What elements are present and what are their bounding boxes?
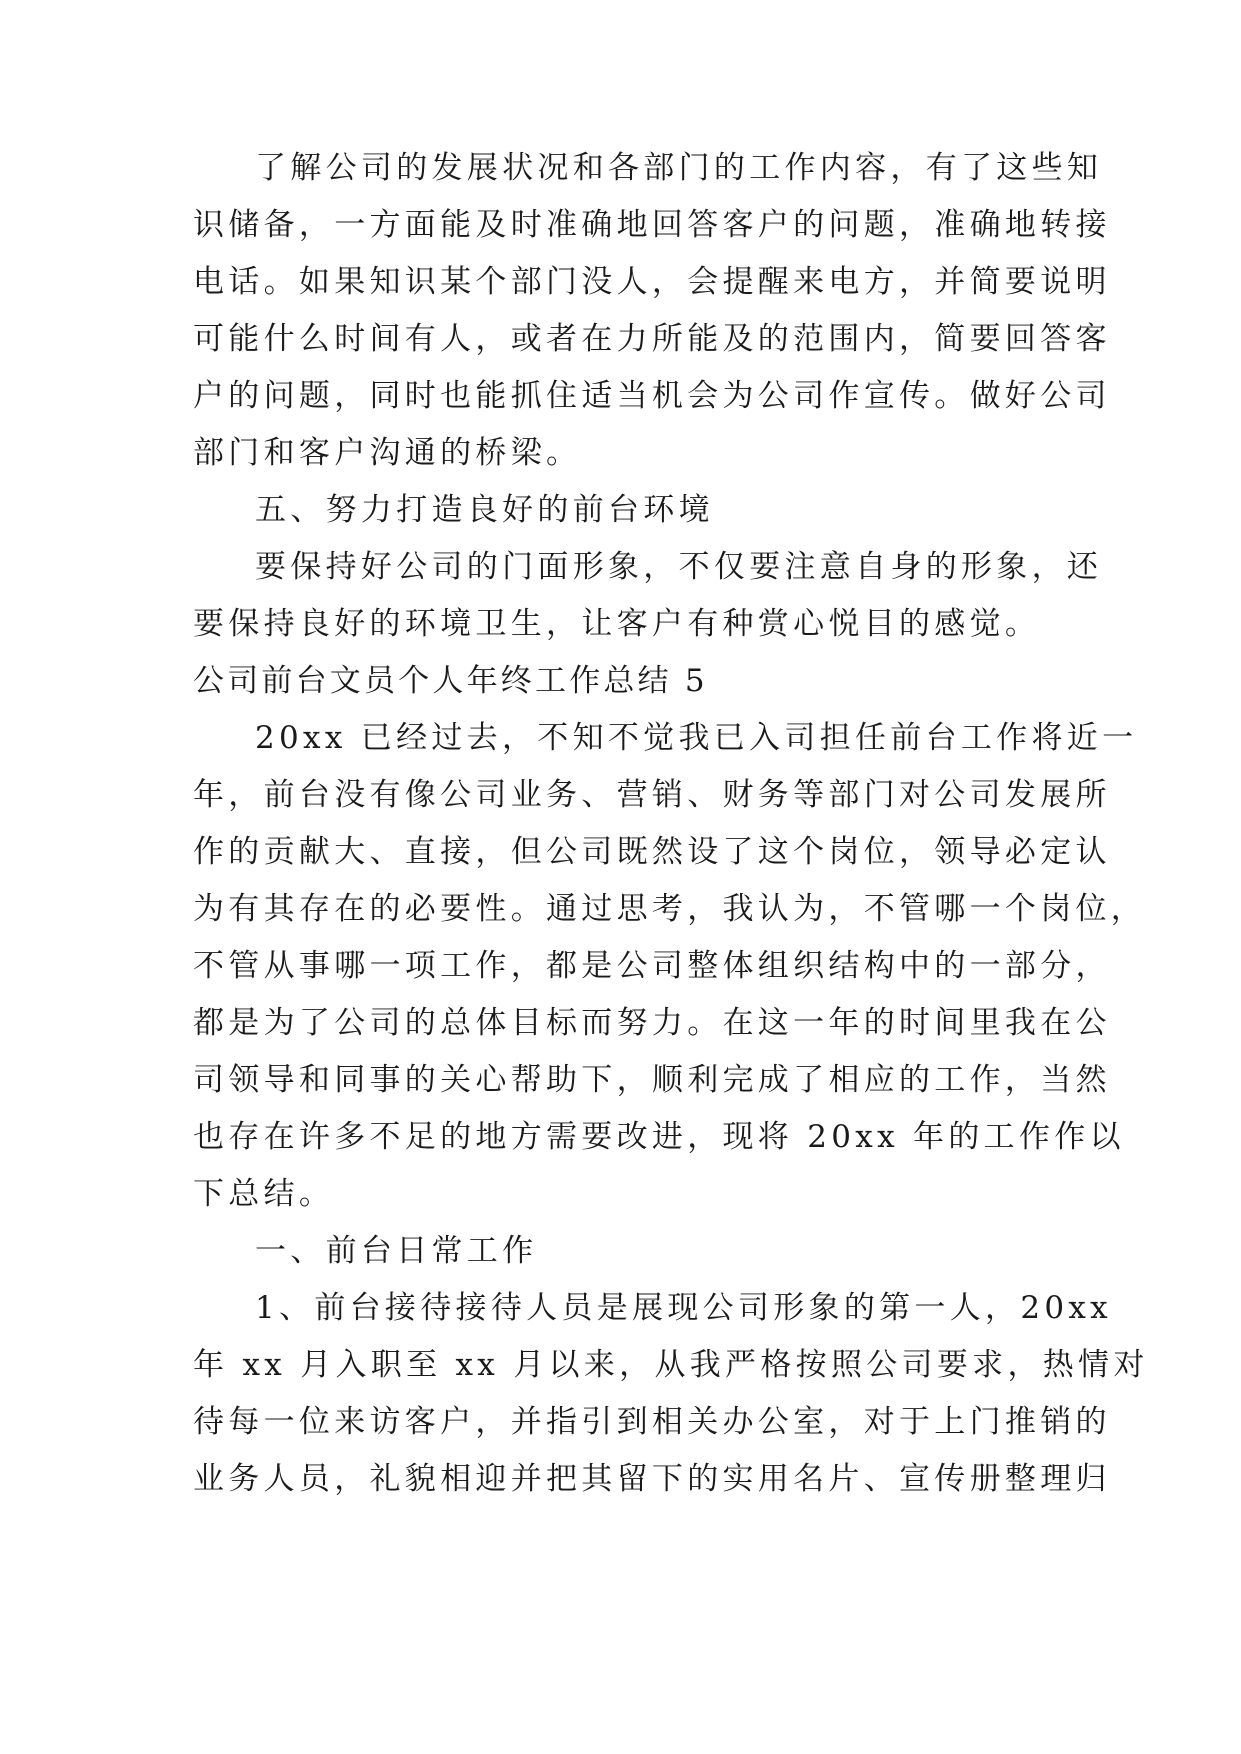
paragraph-line: 年 xx 月入职至 xx 月以来，从我严格按照公司要求，热情对 [193, 1347, 1149, 1383]
paragraph-line: 为有其存在的必要性。通过思考，我认为，不管哪一个岗位， [193, 891, 1147, 927]
paragraph-line: 不管从事哪一项工作，都是公司整体组织结构中的一部分， [193, 948, 1111, 984]
paragraph-line: 20xx 已经过去，不知不觉我已入司担任前台工作将近一 [255, 720, 1138, 756]
paragraph-line: 作的贡献大、直接，但公司既然设了这个岗位，领导必定认 [193, 834, 1111, 870]
section-heading: 五、努力打造良好的前台环境 [255, 492, 714, 528]
paragraph-line: 也存在许多不足的地方需要改进，现将 20xx 年的工作作以 [193, 1119, 1125, 1155]
paragraph-line: 电话。如果知识某个部门没人，会提醒来电方，并简要说明 [193, 264, 1111, 300]
paragraph-line: 都是为了公司的总体目标而努力。在这一年的时间里我在公 [193, 1005, 1111, 1041]
paragraph-line: 了解公司的发展状况和各部门的工作内容，有了这些知 [255, 150, 1103, 186]
paragraph-line: 下总结。 [193, 1176, 335, 1212]
paragraph-line: 1、前台接待接待人员是展现公司形象的第一人，20xx [255, 1290, 1112, 1326]
document-title: 公司前台文员个人年终工作总结 5 [193, 663, 708, 699]
paragraph-line: 业务人员，礼貌相迎并把其留下的实用名片、宣传册整理归 [193, 1461, 1111, 1497]
paragraph-line: 要保持好公司的门面形象，不仅要注意自身的形象，还 [255, 549, 1103, 585]
paragraph-line: 司领导和同事的关心帮助下，顺利完成了相应的工作，当然 [193, 1062, 1111, 1098]
paragraph-line: 可能什么时间有人，或者在力所能及的范围内，简要回答客 [193, 321, 1111, 357]
paragraph-line: 待每一位来访客户，并指引到相关办公室，对于上门推销的 [193, 1404, 1111, 1440]
paragraph-line: 识储备，一方面能及时准确地回答客户的问题，准确地转接 [193, 207, 1111, 243]
paragraph-line: 部门和客户沟通的桥梁。 [193, 435, 582, 471]
paragraph-line: 年，前台没有像公司业务、营销、财务等部门对公司发展所 [193, 777, 1111, 813]
paragraph-line: 要保持良好的环境卫生，让客户有种赏心悦目的感觉。 [193, 606, 1041, 642]
paragraph-line: 户的问题，同时也能抓住适当机会为公司作宣传。做好公司 [193, 378, 1111, 414]
section-heading: 一、前台日常工作 [255, 1233, 538, 1269]
